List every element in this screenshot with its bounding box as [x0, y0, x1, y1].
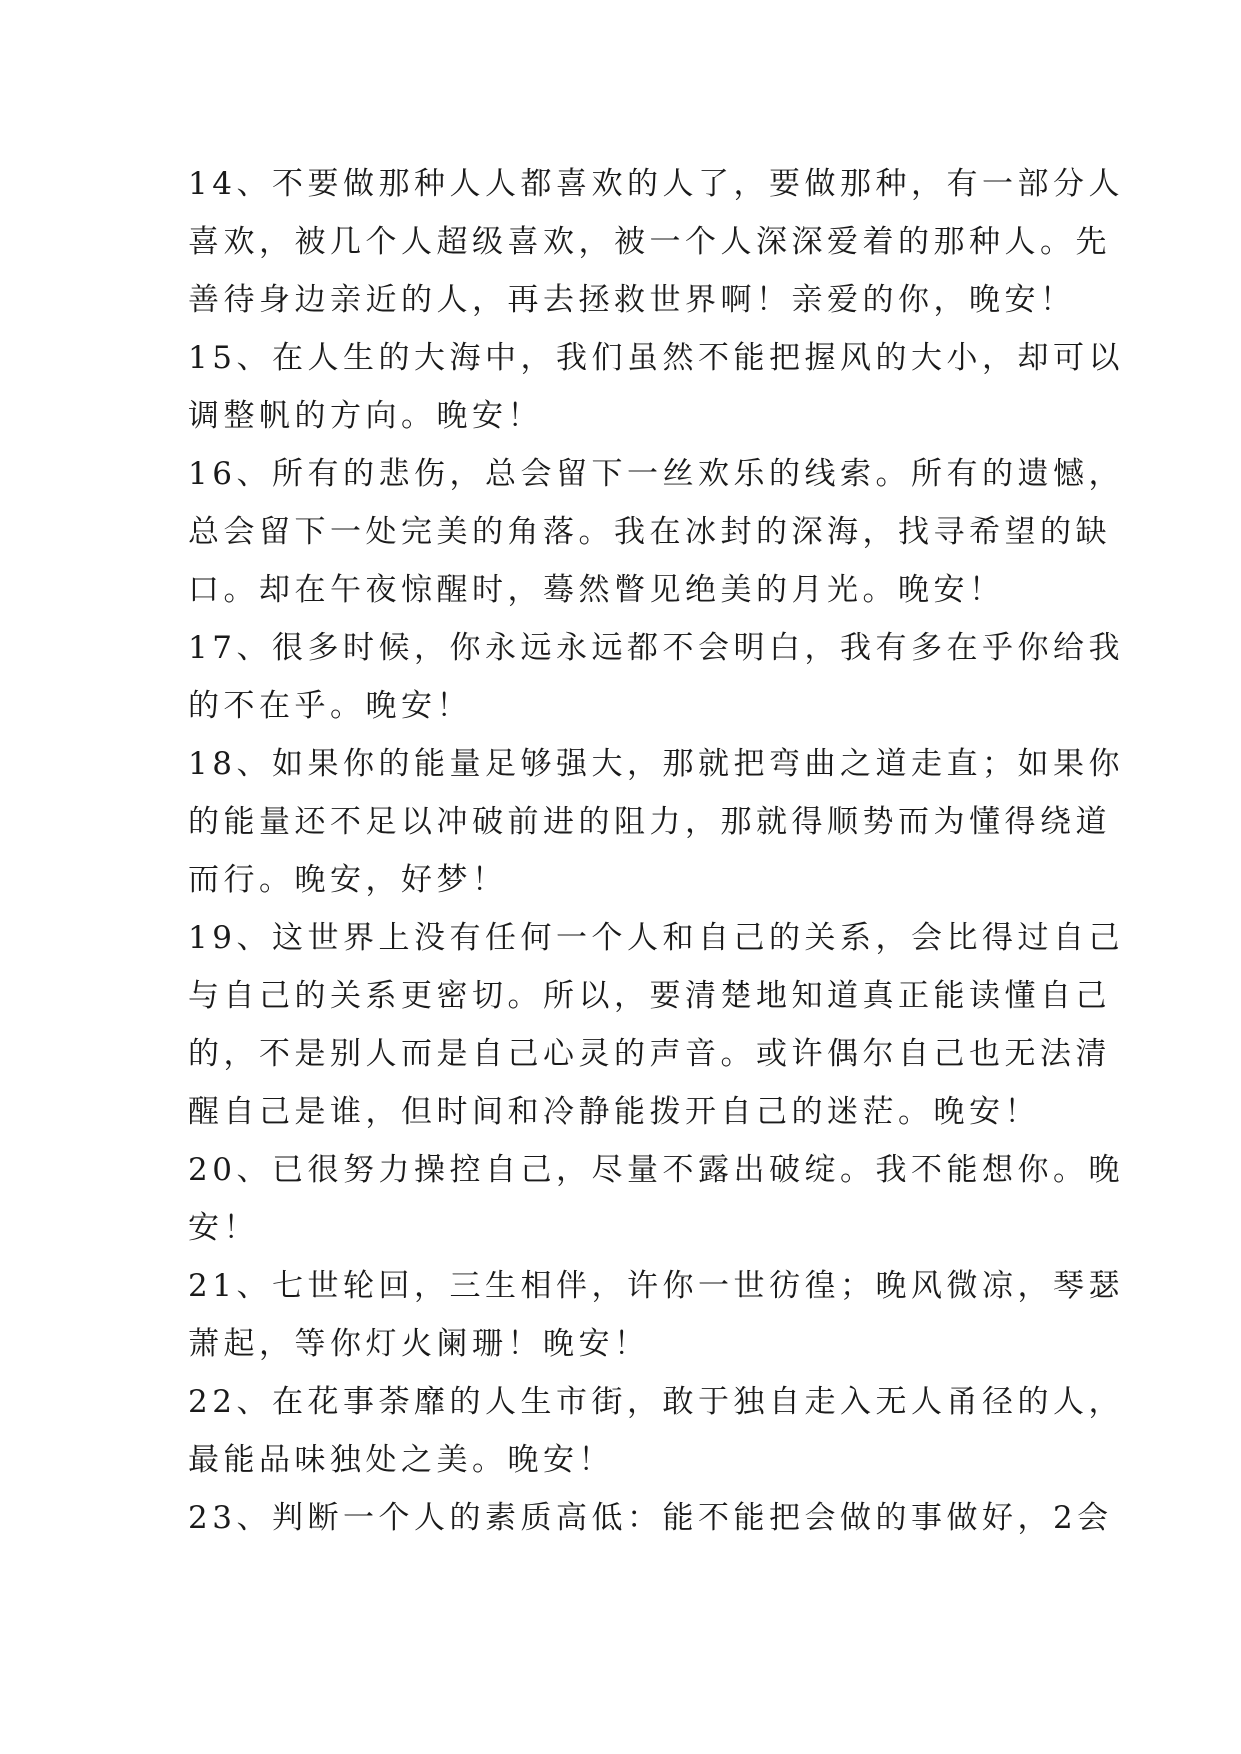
text-line: 17、很多时候，你永远永远都不会明白，我有多在乎你给我	[188, 630, 1124, 666]
text-line: 的，不是别人而是自己心灵的声音。或许偶尔自己也无法清	[188, 1036, 1111, 1072]
text-line: 总会留下一处完美的角落。我在冰封的深海，找寻希望的缺	[188, 514, 1111, 550]
text-line: 最能品味独处之美。晚安！	[188, 1442, 614, 1478]
text-line: 20、已很努力操控自己，尽量不露出破绽。我不能想你。晚	[188, 1152, 1124, 1188]
text-line: 而行。晚安，好梦！	[188, 862, 508, 898]
text-line: 安！	[188, 1210, 259, 1246]
text-line: 喜欢，被几个人超级喜欢，被一个人深深爱着的那种人。先	[188, 224, 1111, 260]
text-line: 的不在乎。晚安！	[188, 688, 472, 724]
text-line: 萧起，等你灯火阑珊！晚安！	[188, 1326, 650, 1362]
text-line: 16、所有的悲伤，总会留下一丝欢乐的线索。所有的遗憾，	[188, 456, 1124, 492]
document-body	[188, 155, 1124, 1547]
text-line: 15、在人生的大海中，我们虽然不能把握风的大小，却可以	[188, 340, 1124, 376]
text-line: 14、不要做那种人人都喜欢的人了，要做那种，有一部分人	[188, 166, 1124, 202]
text-line: 调整帆的方向。晚安！	[188, 398, 543, 434]
text-line: 23、判断一个人的素质高低：能不能把会做的事做好，2会	[188, 1500, 1113, 1536]
text-line: 口。却在午夜惊醒时，蓦然瞥见绝美的月光。晚安！	[188, 572, 1005, 608]
text-line: 的能量还不足以冲破前进的阻力，那就得顺势而为懂得绕道	[188, 804, 1111, 840]
text-line: 21、七世轮回，三生相伴，许你一世彷徨；晚风微凉，琴瑟	[188, 1268, 1124, 1304]
text-line: 醒自己是谁，但时间和冷静能拨开自己的迷茫。晚安！	[188, 1094, 1040, 1130]
text-line: 18、如果你的能量足够强大，那就把弯曲之道走直；如果你	[188, 746, 1124, 782]
text-line: 22、在花事荼靡的人生市街，敢于独自走入无人甬径的人，	[188, 1384, 1124, 1420]
text-line: 与自己的关系更密切。所以，要清楚地知道真正能读懂自己	[188, 978, 1111, 1014]
text-line: 善待身边亲近的人，再去拯救世界啊！亲爱的你，晚安！	[188, 282, 1076, 318]
text-line: 19、这世界上没有任何一个人和自己的关系，会比得过自己	[188, 920, 1124, 956]
